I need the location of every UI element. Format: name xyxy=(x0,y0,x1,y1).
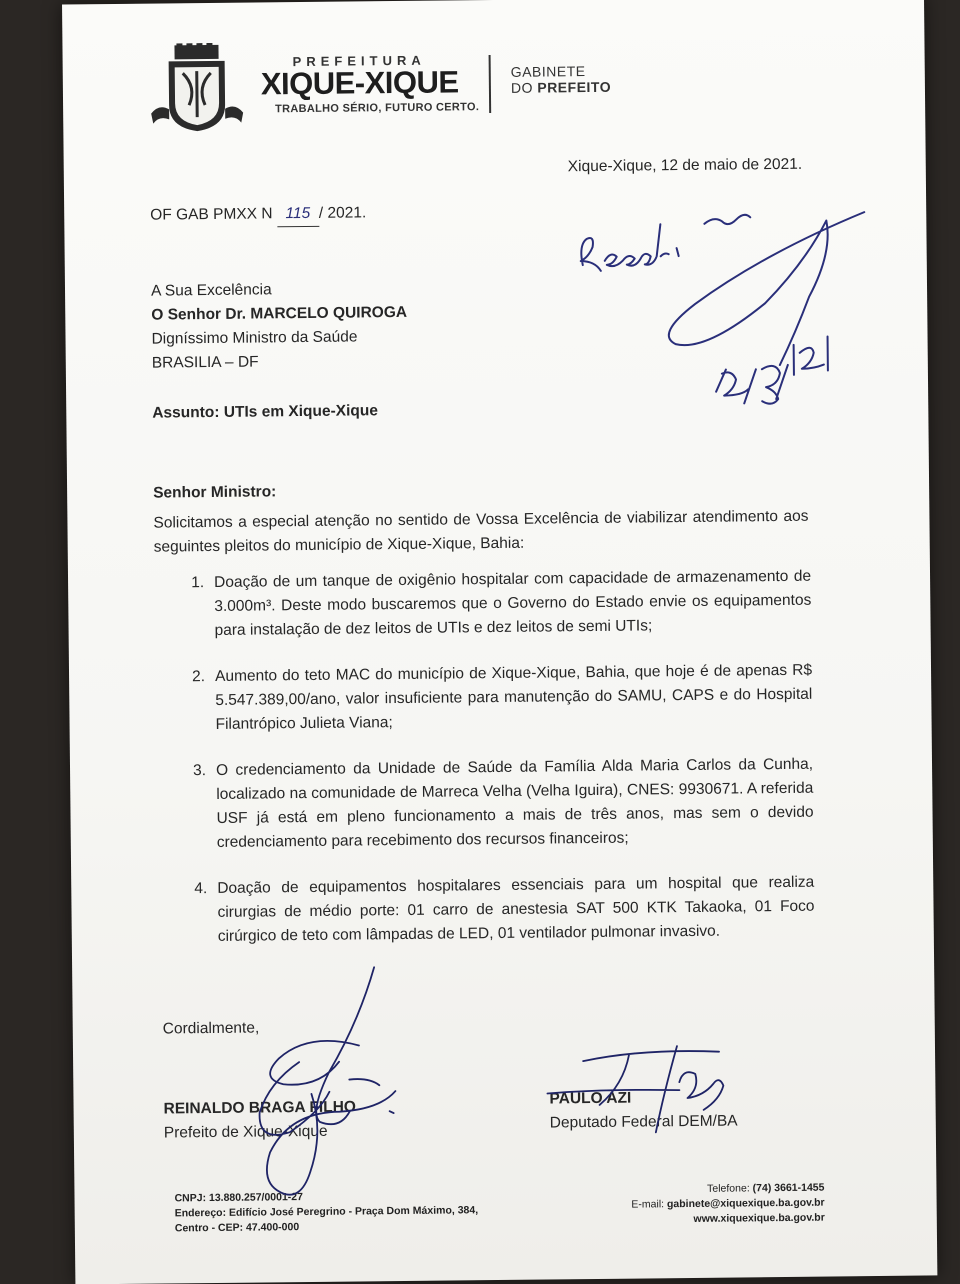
signatory-deputy-name: PAULO AZI xyxy=(549,1089,632,1108)
footer-email-label: E-mail: xyxy=(631,1198,665,1211)
mayor-signature-icon xyxy=(198,961,431,1213)
signatory-mayor-name: REINALDO BRAGA FILHO xyxy=(163,1098,356,1118)
signatory-deputy-title: Deputado Federal DEM/BA xyxy=(549,1112,738,1132)
header-gabinete-do xyxy=(511,79,611,96)
closing: Cordialmente, xyxy=(162,1019,260,1038)
list-item-number: 3. xyxy=(193,762,207,780)
list-item-number: 2. xyxy=(192,668,206,686)
list-item xyxy=(178,565,812,644)
reference-suffix: / 2021. xyxy=(318,204,367,222)
list-item-number: 4. xyxy=(194,880,208,898)
footer-cnpj: CNPJ: 13.880.257/0001-27 xyxy=(174,1191,304,1205)
deputy-signature-icon xyxy=(543,1033,764,1145)
list-item-text: Doação de equipamentos hospitalares essenciais para um hospital que realiza cirurgias de médio porte: 01 carro de anestesia SAT 500 KTK Takaoka, 01 Foco cirúrgico de teto com lâmpadas de LED, 01 ventilador pulmonar invasivo. xyxy=(217,873,815,945)
received-handwriting-icon xyxy=(564,192,896,425)
header-city: XIQUE-XIQUE xyxy=(260,64,459,102)
footer-phone-label: Telefone: xyxy=(707,1182,750,1195)
coat-of-arms-icon xyxy=(148,43,245,134)
recipient-block xyxy=(151,277,408,376)
list-item-number: 1. xyxy=(191,574,205,592)
reference-number: 115 xyxy=(277,202,319,227)
date-line: Xique-Xique, 12 de maio de 2021. xyxy=(567,155,803,176)
reference-prefix: OF GAB PMXX N xyxy=(150,205,273,224)
recipient-name: O Senhor Dr. MARCELO QUIROGA xyxy=(151,303,408,324)
footer-right xyxy=(604,1181,824,1228)
footer-site: www.xiquexique.ba.gov.br xyxy=(693,1211,825,1225)
intro-paragraph: Solicitamos a especial atenção no sentido de Vossa Excelência de viabilizar atendimento aos seguintes pleitos do município de Xique-Xique, Bahia: xyxy=(153,507,809,556)
list-item xyxy=(181,871,815,950)
list-item-text: Aumento do teto MAC do município de Xique-Xique, Bahia, que hoje é de apenas R$ 5.547.389,00/ano, valor insuficiente para manutenção do SAMU, CAPS e do Hospital Filantrópico Julieta Viana; xyxy=(214,661,813,733)
header-divider xyxy=(489,55,492,113)
footer-phone: (74) 3661-1455 xyxy=(752,1181,825,1195)
salutation: Senhor Ministro: xyxy=(153,483,277,502)
header-gabinete-prefeito: PREFEITO xyxy=(537,78,612,96)
footer-email: gabinete@xiquexique.ba.gov.br xyxy=(666,1196,825,1211)
letter-paper xyxy=(62,0,937,1284)
header-slogan: TRABALHO SÉRIO, FUTURO CERTO. xyxy=(275,101,480,116)
recipient-location: BRASILIA – DF xyxy=(151,353,259,372)
signatory-mayor-title: Prefeito de Xique-Xique xyxy=(163,1122,328,1142)
footer-address2: Centro - CEP: 47.400-000 xyxy=(174,1221,300,1235)
header-gabinete-do-word: DO xyxy=(510,79,534,96)
list-item xyxy=(179,659,813,738)
list-item-text: O credenciamento da Unidade de Saúde da Família Alda Maria Carlos da Cunha, localizado na comunidade de Marreca Velha (Velha Iguira), CNES: 9930671. A referida USF já está em pleno funcionamento a mais de três anos, mas sem o devido credenciamento para recebimento dos recursos financeiros; xyxy=(215,755,814,851)
recipient-line1: A Sua Excelência xyxy=(150,281,272,300)
header-prefeitura: PREFEITURA xyxy=(292,52,426,70)
list-item xyxy=(180,753,814,856)
subject: Assunto: UTIs em Xique-Xique xyxy=(152,402,379,422)
recipient-title: Digníssimo Ministro da Saúde xyxy=(151,328,358,348)
footer-address1: Endereço: Edifício José Peregrino - Praça Dom Máximo, 384, xyxy=(174,1204,479,1220)
reference-line xyxy=(150,201,366,228)
header-gabinete: GABINETE xyxy=(510,63,586,80)
list-item-text: Doação de um tanque de oxigênio hospitalar com capacidade de armazenamento de 3.000m³. Deste modo buscaremos que o Governo do Estado envie os equipamentos para instalação de dez leitos de UTIs e dez leitos de semi UTIs; xyxy=(213,567,812,639)
request-list xyxy=(178,565,815,950)
